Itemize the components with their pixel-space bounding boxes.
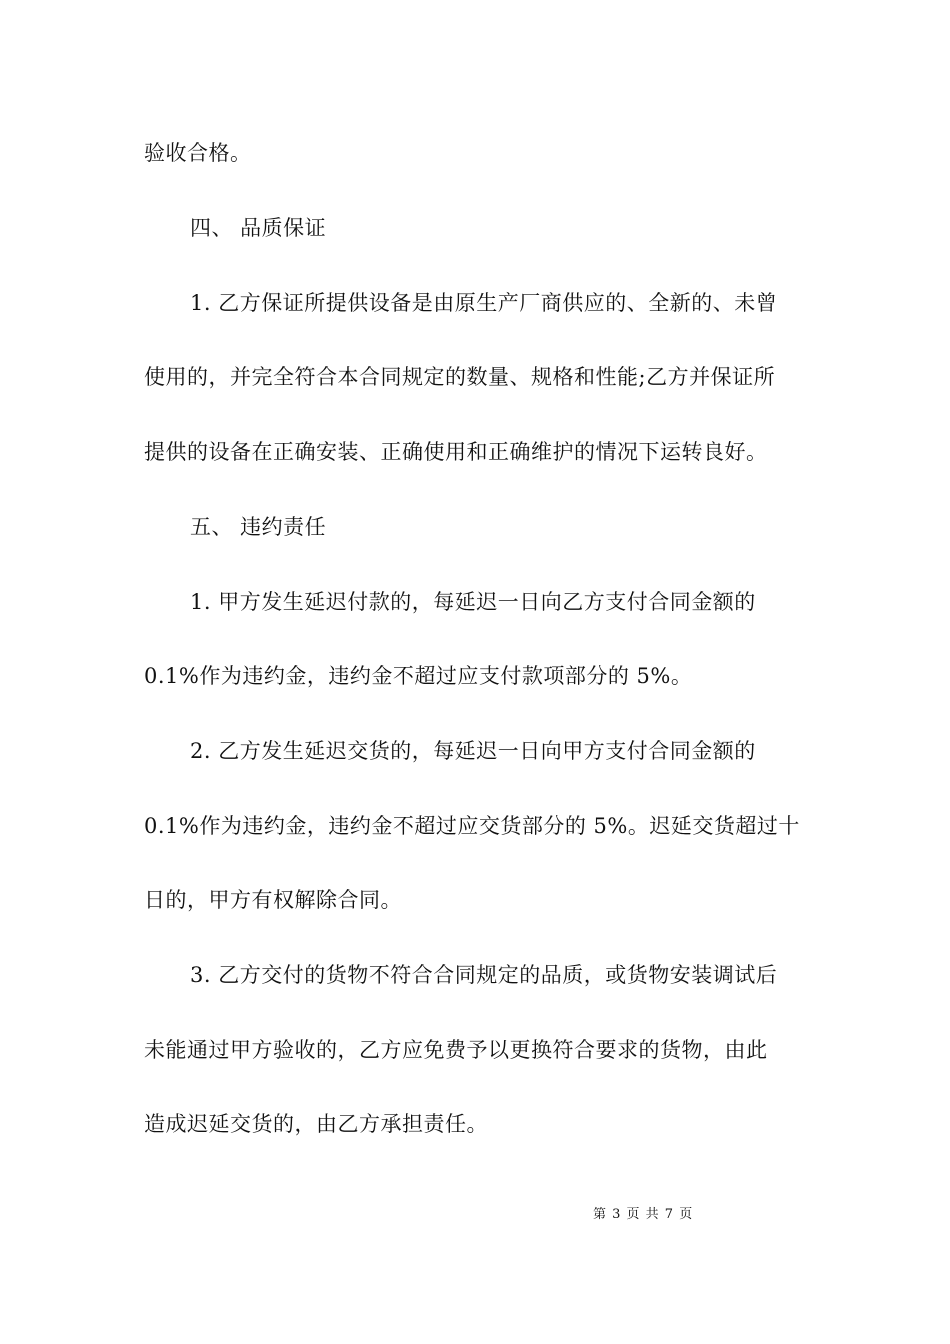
paragraph-line: 1. 甲方发生延迟付款的，每延迟一日向乙方支付合同金额的 — [190, 590, 756, 614]
paragraph-line: 0.1%作为违约金，违约金不超过应交货部分的 5%。迟延交货超过十 — [144, 814, 800, 838]
paragraph-line: 日的，甲方有权解除合同。 — [144, 888, 402, 912]
paragraph-line: 3. 乙方交付的货物不符合合同规定的品质，或货物安装调试后 — [190, 963, 778, 987]
section-heading-breach-liability: 五、 违约责任 — [190, 515, 327, 539]
paragraph-line: 验收合格。 — [144, 141, 252, 165]
paragraph-line: 提供的设备在正确安装、正确使用和正确维护的情况下运转良好。 — [144, 440, 768, 464]
section-heading-quality-guarantee: 四、 品质保证 — [190, 216, 327, 240]
paragraph-line: 2. 乙方发生延迟交货的，每延迟一日向甲方支付合同金额的 — [190, 739, 756, 763]
page-footer: 第 3 页 共 7 页 — [593, 1207, 694, 1222]
paragraph-line: 使用的，并完全符合本合同规定的数量、规格和性能;乙方并保证所 — [144, 365, 776, 389]
paragraph-line: 1. 乙方保证所提供设备是由原生产厂商供应的、全新的、未曾 — [190, 291, 778, 315]
paragraph-line: 造成迟延交货的，由乙方承担责任。 — [144, 1112, 488, 1136]
paragraph-line: 0.1%作为违约金，违约金不超过应支付款项部分的 5%。 — [144, 664, 693, 688]
paragraph-line: 未能通过甲方验收的，乙方应免费予以更换符合要求的货物，由此 — [144, 1038, 768, 1062]
